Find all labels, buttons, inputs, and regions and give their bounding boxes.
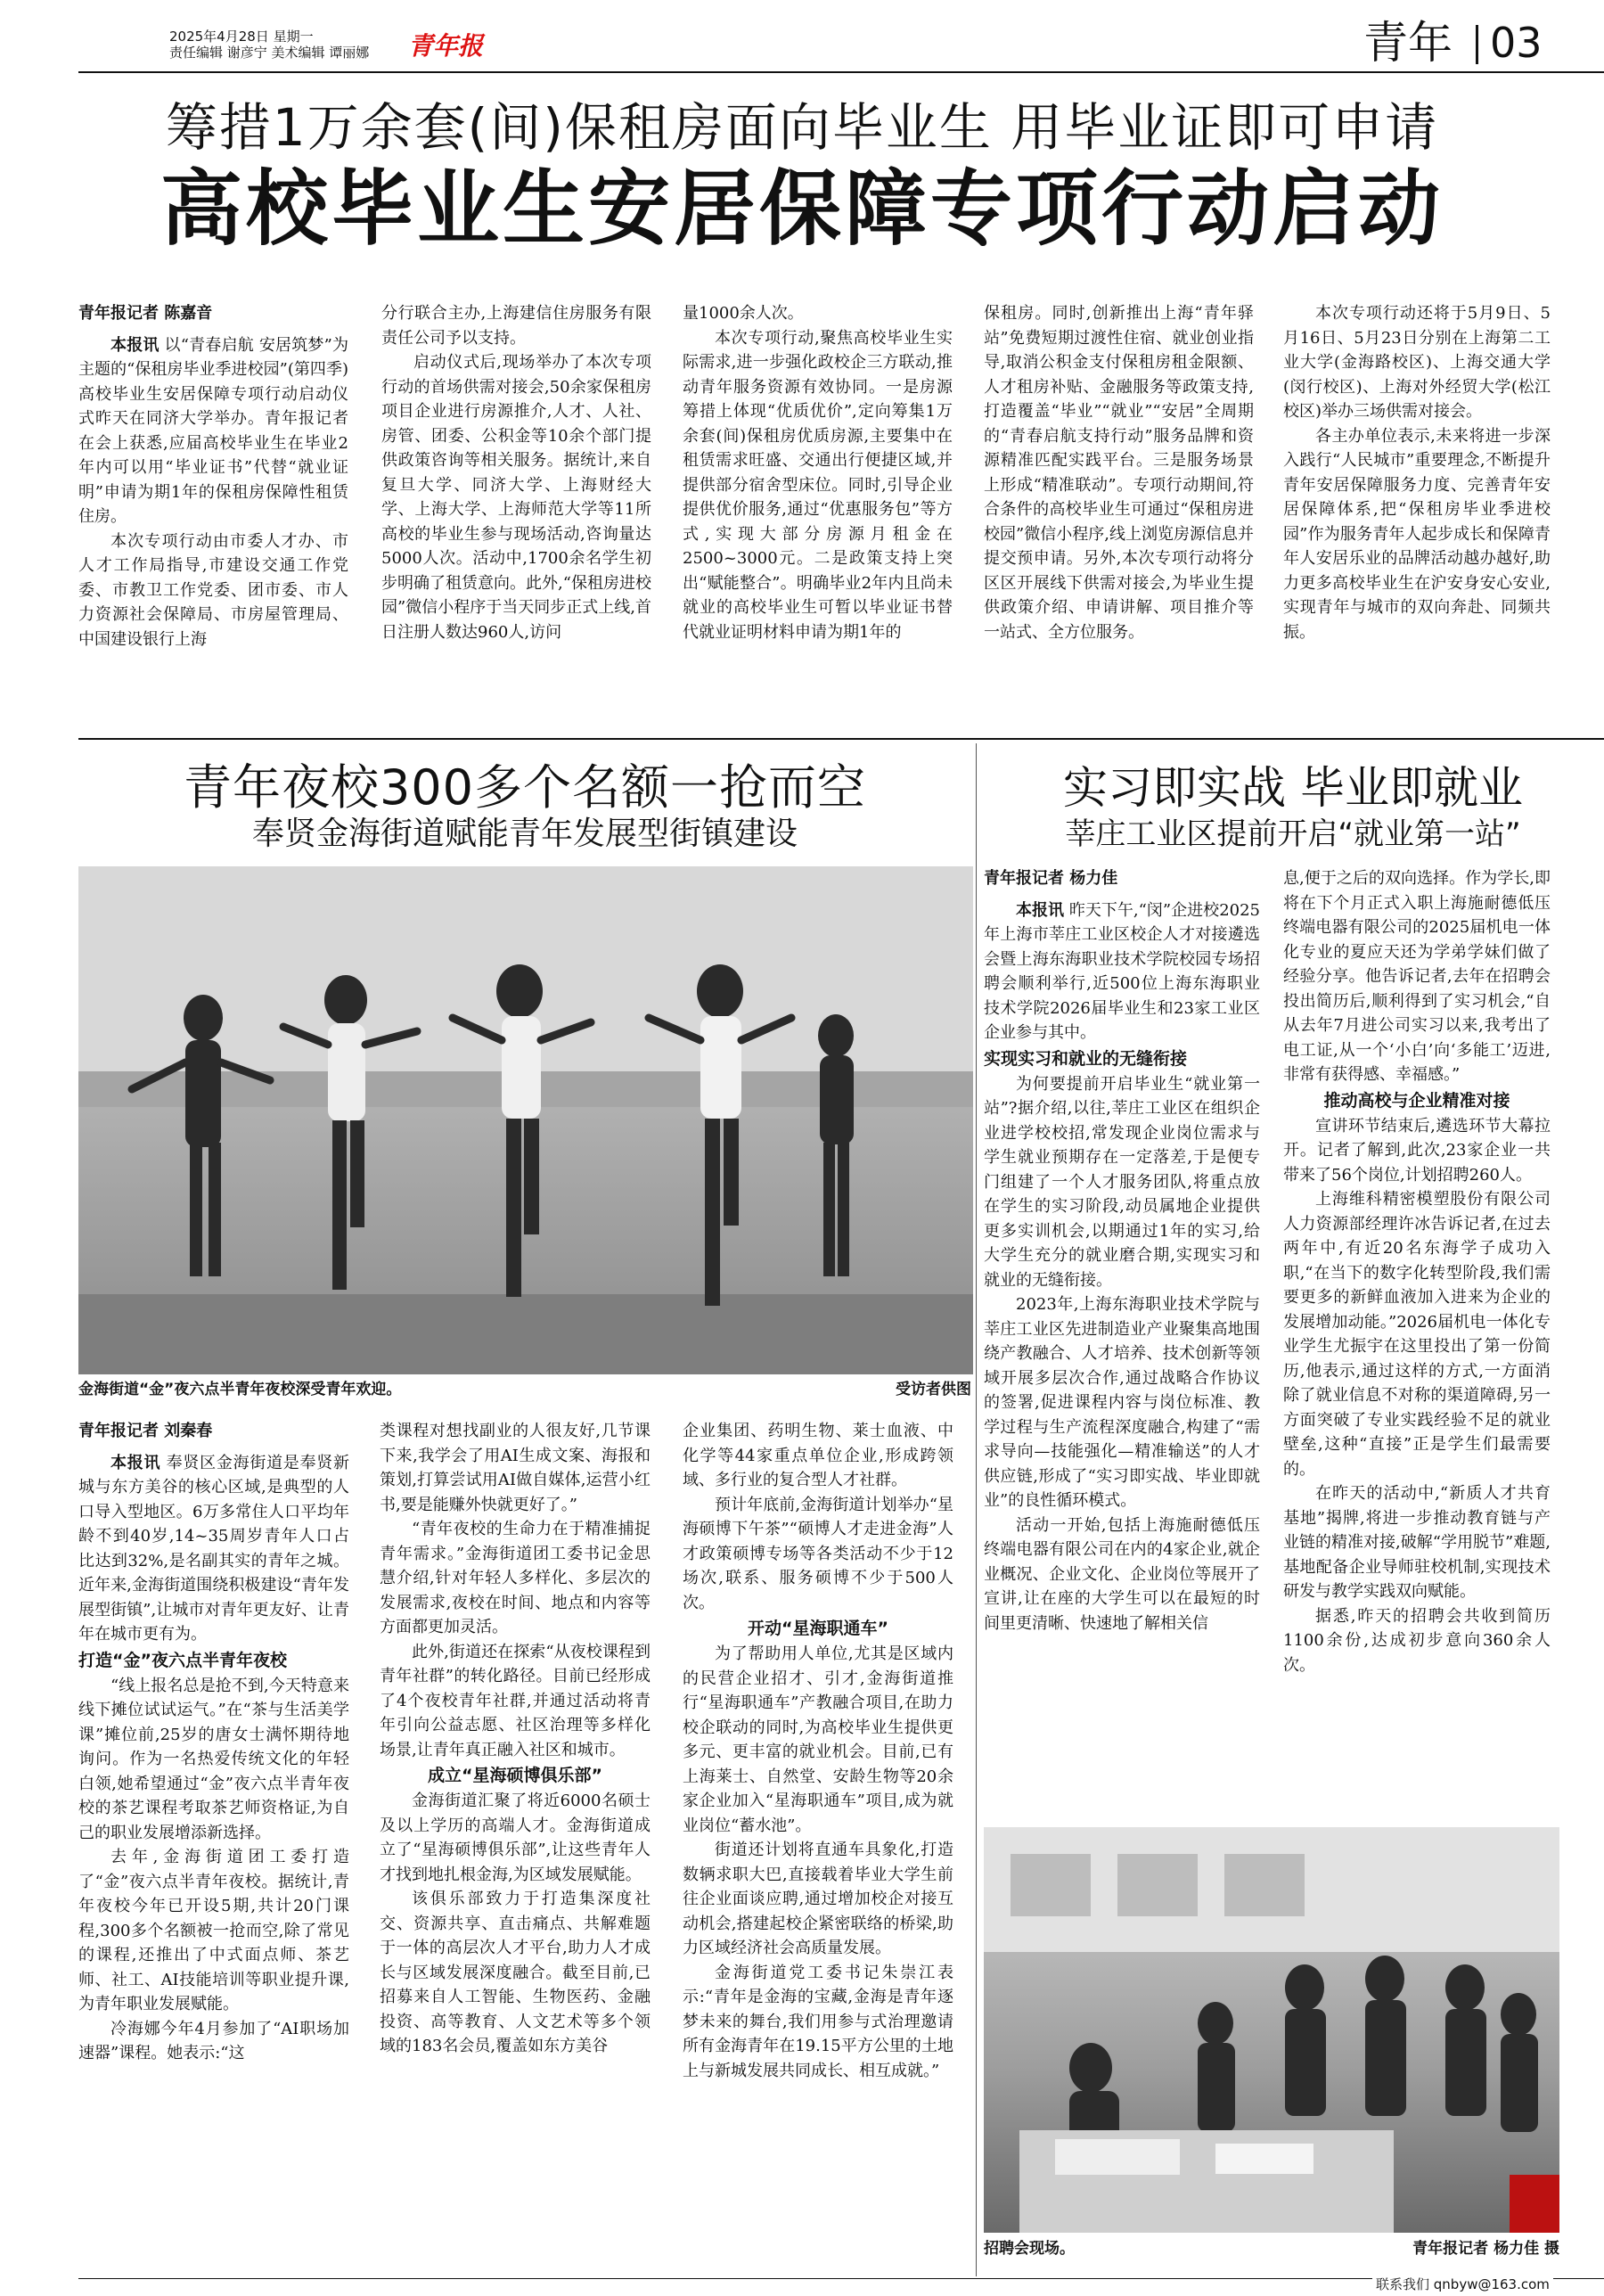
- article2-column-3: [683, 1419, 953, 2083]
- column-divider: [976, 743, 977, 2276]
- article2-paragraph: 冷海娜今年4月参加了“AI职场加速器”课程。她表示:“这: [78, 2019, 349, 2062]
- article2-paragraph: 去年,金海街道团工委打造了“金”夜六点半青年夜校。据统计,青年夜校今年已开设5期,共计20门课程,300多个名额被一抢而空,除了常见的课程,还推出了中式面点师、茶艺师、社工、AI技能培训等职业提升课,为青年职业发展赋能。: [78, 1848, 349, 2013]
- article2-photo-caption: 金海街道“金”夜六点半青年夜校深受青年欢迎。: [78, 1381, 402, 1398]
- lead-tag: 本报讯: [110, 335, 160, 355]
- article2-subhead: 打造“金”夜六点半青年夜校: [78, 1650, 287, 1670]
- section-name: 青年: [1363, 17, 1453, 69]
- article1-paragraph: 启动仪式后,现场举办了本次专项行动的首场供需对接会,50余家保租房项目企业进行房源推介,人才、人社、房管、团委、公积金等10余个部门提供政策咨询等相关服务。据统计,来自复旦大学、同济大学、上海财经大学、上海大学、上海师范大学等11所高校的毕业生参与现场活动,咨询量达5000人次。活动中,1700余名学生初步明确了租赁意向。此外,“保租房进校园”微信小程序于当天同步正式上线,首日注册人数达960人,访问: [381, 353, 651, 642]
- article2-paragraph: 预计年底前,金海街道计划举办“星海硕博下午茶”“硕博人才走进金海”人才政策硕博专场等各类活动不少于12场次,联系、服务硕博不少于500人次。: [683, 1495, 953, 1612]
- article1-paragraph: 本报讯 以“青春启航 安居筑梦”为主题的“保租房毕业季进校园”(第四季)高校毕业生安居保障专项行动启动仪式昨天在同济大学举办。青年报记者在会上获悉,应届高校毕业生在毕业2年内可以用“毕业证书”代替“就业证明”申请为期1年的保租房保障性租赁住房。: [78, 335, 348, 526]
- contact-email-link[interactable]: 联系我们 qnbyw@163.com: [1372, 2275, 1553, 2293]
- newspaper-logo: 青年报: [408, 31, 484, 61]
- article2-byline: 青年报记者 刘秦春: [78, 1422, 213, 1440]
- article1-column-3: [683, 301, 953, 644]
- issue-date: 2025年4月28日 星期一: [169, 29, 314, 45]
- article3-photo-credit: 青年报记者 杨力佳 摄: [1412, 2240, 1559, 2258]
- article1-paragraph: 保租房。同时,创新推出上海“青年驿站”免费短期过渡性住宿、就业创业指导,取消公积金支付保租房租金限额、人才租房补贴、金融服务等政策支持,打造覆盖“毕业”“就业”“安居”全周期的“青春启航支持行动”服务品牌和资源精准匹配实践平台。三是服务场景上形成“精准联动”。专项行动期间,符合条件的高校毕业生可通过“保租房进校园”微信小程序,线上浏览房源信息并提交预申请。另外,本次专项行动将分区区开展线下供需对接会,为毕业生提供政策介绍、申请讲解、项目推介等一站式、全方位服务。: [984, 304, 1254, 642]
- article3-paragraph: 上海维科精密模塑股份有限公司人力资源部经理许冰告诉记者,在过去两年中,有近20名东海学子成功入职,“在当下的数字化转型阶段,我们需要更多的新鲜血液加入进来为企业的发展增加动能。”2026届机电一体化专业学生尤振宇在这里投出了第一份简历,他表示,通过这样的方式,一方面消除了就业信息不对称的渠道障碍,另一方面突破了专业实践经验不足的就业壁垒,这种“直接”正是学生们最需要的。: [1283, 1190, 1551, 1479]
- article1-column-1: [78, 301, 348, 652]
- article2-paragraph: 本报讯 奉贤区金海街道是奉贤新城与东方美谷的核心区域,是典型的人口导入型地区。6万多常住人口平均年龄不到40岁,14~35周岁青年人口占比达到32%,是名副其实的青年之城。近年来,金海街道围绕积极建设“青年发展型街镇”,让城市对青年更友好、让青年在城市更有为。: [78, 1453, 350, 1644]
- article1-byline: 青年报记者 陈嘉音: [78, 304, 213, 323]
- article2-subhead: 成立“星海硕博俱乐部”: [428, 1766, 602, 1785]
- article3-subheadline: 莘庄工业区提前开启“就业第一站”: [1065, 816, 1521, 852]
- article3-paragraph: 宣讲环节结束后,遴选环节大幕拉开。记者了解到,此次,23家企业一共带来了56个岗位,计划招聘260人。: [1283, 1116, 1551, 1185]
- article3-paragraph: 据悉,昨天的招聘会共收到简历1100余份,达成初步意向360余人次。: [1283, 1606, 1551, 1675]
- article3-paragraph: 活动一开始,包括上海施耐德低压终端电器有限公司在内的4家企业,就企业概况、企业文化、企业岗位等展开了宣讲,让在座的大学生可以在最短的时间里更清晰、快速地了解相关信: [984, 1515, 1260, 1633]
- article2-paragraph: “青年夜校的生命力在于精准捕捉青年需求。”金海街道团工委书记金思慧介绍,针对年轻人多样化、多层次的发展需求,夜校在时间、地点和内容等方面都更加灵活。: [380, 1520, 651, 1636]
- article3-paragraph: 本报讯 昨天下午,“闵”企进校2025年上海市莘庄工业区校企人才对接遴选会暨上海东海职业技术学院校园专场招聘会顺利举行,近500位上海东海职业技术学院2026届毕业生和23家工业区企业参与其中。: [984, 900, 1260, 1042]
- article1-paragraph: 各主办单位表示,未来将进一步深入践行“人民城市”重要理念,不断提升青年安居保障服务力度、完善青年安居保障体系,把“保租房毕业季进校园”作为服务青年人起步成长和保障青年人安居乐业的品牌活动越办越好,助力更多高校毕业生在沪安身安心安业,实现青年与城市的双向奔赴、同频共振。: [1283, 426, 1551, 642]
- article2-subheadline: 奉贤金海街道赋能青年发展型街镇建设: [251, 816, 798, 852]
- article1-paragraph: 分行联合主办,上海建信住房服务有限责任公司予以支持。: [381, 304, 651, 348]
- job-fair-illustration: [984, 1827, 1559, 2233]
- article1-column-4: [984, 301, 1254, 644]
- article2-photo-credit: 受访者供图: [896, 1381, 971, 1398]
- article1-column-2: [381, 301, 651, 644]
- article3-subhead: 实现实习和就业的无缝衔接: [984, 1048, 1188, 1069]
- article2-paragraph: 该俱乐部致力于打造集深度社交、资源共享、直击痛点、共解难题于一体的高层次人才平台,助力人才成长与区域发展深度融合。截至目前,已招募来自人工智能、生物医药、金融投资、高等教育、人文艺术等多个领域的183名会员,覆盖如东方美谷: [380, 1890, 651, 2055]
- article3-photo-caption: 招聘会现场。: [984, 2240, 1075, 2258]
- article2-column-2: [380, 1419, 651, 2059]
- middle-rule: [78, 738, 1604, 740]
- article3-paragraph: 在昨天的活动中,“新质人才共育基地”揭牌,将进一步推动教育链与产业链的精准对接,破解“学用脱节”难题,基地配备企业导师驻校机制,实现技术研发与教学实践双向赋能。: [1283, 1484, 1551, 1601]
- section-divider: [1476, 25, 1478, 64]
- article1-paragraph: 本次专项行动,聚焦高校毕业生实际需求,进一步强化政校企三方联动,推动青年服务资源有效协同。一是房源筹措上体现“优质优价”,定向筹集1万余套(间)保租房优质房源,主要集中在租赁需求旺盛、交通出行便捷区域,并提供部分宿舍型床位。同时,引导企业提供优价服务,通过“优惠服务包”等方式,实现大部分房源月租金在2500~3000元。二是政策支持上突出“赋能整合”。明确毕业2年内且尚未就业的高校毕业生可暂以毕业证书替代就业证明材料申请为期1年的: [683, 328, 953, 642]
- dancers-illustration: [78, 866, 973, 1374]
- article2-paragraph: “线上报名总是抢不到,今天特意来线下摊位试试运气。”在“茶与生活美学课”摊位前,25岁的唐女士满怀期待地询问。作为一名热爱传统文化的年轻白领,她希望通过“金”夜六点半青年夜校的茶艺课程考取茶艺师资格证,为自己的职业发展增添新选择。: [78, 1676, 349, 1842]
- lead-subheadline: 筹措1万余套(间)保租房面向毕业生 用毕业证即可申请: [165, 97, 1439, 158]
- article2-paragraph: 类课程对想找副业的人很友好,几节课下来,我学会了用AI生成文案、海报和策划,打算尝试用AI做自媒体,运营小红书,要是能赚外快就更好了。”: [380, 1422, 651, 1514]
- article3-subhead: 推动高校与企业精准对接: [1323, 1090, 1510, 1111]
- article2-paragraph: 此外,街道还在探索“从夜校课程到青年社群”的转化路径。目前已经形成了4个夜校青年社群,并通过活动将青年引向公益志愿、社区治理等多样化场景,让青年真正融入社区和城市。: [380, 1642, 651, 1759]
- article1-paragraph: 量1000余人次。: [683, 304, 804, 323]
- article3-column-1: [984, 866, 1260, 1636]
- lead-headline: 高校毕业生安居保障专项行动启动: [160, 161, 1444, 257]
- lead-tag: 本报讯: [1016, 900, 1065, 920]
- lead-tag: 本报讯: [110, 1453, 161, 1472]
- article2-subhead: 开动“星海职通车”: [748, 1619, 888, 1638]
- job-fair-photo: [984, 1827, 1559, 2233]
- article1-column-5: [1283, 301, 1551, 644]
- article3-byline: 青年报记者 杨力佳: [984, 869, 1118, 888]
- article2-headline: 青年夜校300多个名额一抢而空: [183, 759, 867, 816]
- editors-line: 责任编辑 谢彦宁 美术编辑 谭丽娜: [169, 45, 370, 61]
- article2-paragraph: 街道还计划将直通车具象化,打造数辆求职大巴,直接载着毕业大学生前往企业面谈应聘,通过增加校企对接互动机会,搭建起校企紧密联络的桥梁,助力区域经济社会高质量发展。: [683, 1841, 953, 1957]
- article2-paragraph: 为了帮助用人单位,尤其是区域内的民营企业招才、引才,金海街道推行“星海职通车”产教融合项目,在助力校企联动的同时,为高校毕业生提供更多元、更丰富的就业机会。目前,已有上海莱士、自然堂、安龄生物等20余家企业加入“星海职通车”项目,成为就业岗位“蓄水池”。: [683, 1644, 953, 1835]
- top-rule: [78, 71, 1604, 73]
- article3-paragraph: 为何要提前开启毕业生“就业第一站”?据介绍,以往,莘庄工业区在组织企业进学校校招,常发现企业岗位需求与学生就业预期存在一定落差,于是便专门组建了一个人才服务团队,将重点放在学生的实习阶段,动员属地企业提供更多实训机会,以期通过1年的实习,给大学生充分的就业磨合期,实现实习和就业的无缝衔接。: [984, 1074, 1260, 1290]
- article3-paragraph: 息,便于之后的双向选择。作为学长,即将在下个月正式入职上海施耐德低压终端电器有限公司的2025届机电一体化专业的夏应天还为学弟学妹们做了经验分享。他告诉记者,去年在招聘会投出简历后,顺利得到了实习机会,“自从去年7月进公司实习以来,我考出了电工证,从一个‘小白’向‘多能工’迈进,非常有获得感、幸福感。”: [1283, 869, 1551, 1084]
- article2-paragraph: 金海街道汇聚了将近6000名硕士及以上学历的高端人才。金海街道成立了“星海硕博俱乐部”,让这些青年人才找到地扎根金海,为区域发展赋能。: [380, 1792, 651, 1884]
- article1-paragraph: 本次专项行动还将于5月9日、5月16日、5月23日分别在上海第二工业大学(金海路校区)、上海交通大学(闵行校区)、上海对外经贸大学(松江校区)举办三场供需对接会。: [1283, 304, 1551, 421]
- article3-headline: 实习即实战 毕业即就业: [1063, 762, 1523, 814]
- article1-paragraph: 本次专项行动由市委人才办、市人才工作局指导,市建设交通工作党委、市教卫工作党委、团市委、市人力资源社会保障局、市房屋管理局、中国建设银行上海: [78, 531, 348, 649]
- article2-column-1: [78, 1419, 349, 2066]
- article3-column-2: [1283, 866, 1551, 1677]
- article2-paragraph: 企业集团、药明生物、莱士血液、中化学等44家重点单位企业,形成跨领域、多行业的复合型人才社群。: [683, 1422, 953, 1489]
- night-school-dance-photo: [78, 866, 973, 1374]
- article3-paragraph: 2023年,上海东海职业技术学院与莘庄工业区先进制造业产业聚集高地围绕产教融合、人才培养、技术创新等领域开展多层次合作,通过战略合作协议的签署,促进课程内容与岗位标准、教学过程与生产流程深度融合,构建了“需求导向—技能强化—精准输送”的人才供应链,形成了“实习即实战、毕业即就业”的良性循环模式。: [984, 1295, 1260, 1510]
- page-number: 03: [1490, 19, 1543, 67]
- article2-paragraph: 金海街道党工委书记朱崇江表示:“青年是金海的宝藏,金海是青年逐梦未来的舞台,我们用参与式治理邀请所有金海青年在19.15平方公里的土地上与新城发展共同成长、相互成就。”: [683, 1963, 953, 2080]
